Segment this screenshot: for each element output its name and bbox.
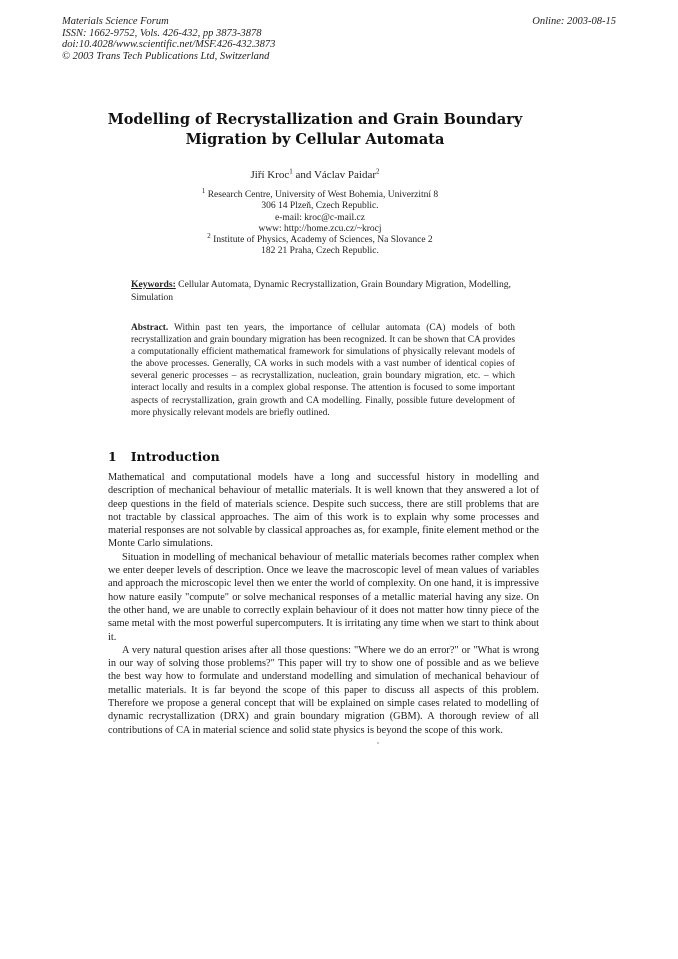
author-1-affil-mark: 1 [289, 167, 293, 176]
affil-2-line-2: 182 21 Praha, Czech Republic. [261, 246, 379, 257]
affil-1-line-1 [180, 186, 460, 201]
section-number: 1 [108, 449, 117, 464]
affil-1-email: e-mail: kroc@c-mail.cz [275, 212, 365, 223]
affiliations [180, 186, 460, 258]
author-separator: and [292, 169, 314, 181]
affil-1-line-2: 306 14 Plzeň, Czech Republic. [261, 201, 379, 212]
author-1: Jiří Kroc [250, 169, 290, 181]
affil-1-mark: 1 [201, 186, 206, 195]
keywords-block [131, 278, 515, 304]
keywords-text: Cellular Automata, Dynamic Recrystallization, Grain Boundary Migration, Modelling, Simulation [131, 279, 511, 303]
author-2: Václav Paidar [313, 169, 376, 181]
affil-1-www: www: http://home.zcu.cz/~krocj [258, 223, 382, 234]
paper-title [100, 110, 530, 150]
affil-2-text: Institute of Physics, Academy of Sciences, Na Slovance 2 [213, 235, 433, 246]
paragraph-3: A very natural question arises after all those questions: "Where we do an error?" or "What is wrong in our way of solving those problems?" This paper will try to show one of possible and as we believe the best way how to formulate and understand modelling and simulation of mechanical behaviour of metallic materials. It is far beyond the scope of this paper to discuss all aspects of this problem. Therefore we propose a general concept that will be explained on simple cases related to modelling of dynamic recrystallization (DRX) and grain boundary migration (GBM). A thorough review of all contributions of CA in material science and solid state physics is beyond the scope of this work. [108, 644, 539, 736]
section-heading [108, 449, 220, 464]
body-text [108, 471, 539, 737]
title-line-2: Migration by Cellular Automata [185, 131, 445, 148]
affil-1-text: Research Centre, University of West Bohemia, Univerzitní 8 [207, 190, 439, 200]
issn-line: ISSN: 1662-9752, Vols. 426-432, pp 3873-3878 [62, 27, 262, 39]
scan-speck [377, 742, 379, 744]
title-line-1: Modelling of Recrystallization and Grain Boundary [107, 111, 523, 128]
journal-name: Materials Science Forum [62, 16, 169, 27]
author-2-affil-mark: 2 [375, 167, 380, 176]
keywords-label: Keywords: [131, 279, 176, 290]
section-title: Introduction [130, 449, 220, 464]
copyright-line: © 2003 Trans Tech Publications Ltd, Switzerland [62, 50, 270, 62]
doi-line: doi:10.4028/www.scientific.net/MSF.426-432.3873 [62, 39, 276, 50]
paragraph-2: Situation in modelling of mechanical behaviour of metallic materials becomes rather complex when we enter deeper levels of description. Once we leave the macroscopic level of mean values of variables and approach the microscopic level then we enter the world of complexity. On one hand, it is impressive how nature easily "compute" or solve mechanical responses of a metallic material having any size. On the other hand, we are unable to correctly explain behaviour of it does not matter how tinny piece of the same metal with the most powerful supercomputers. It is irritating any time when we start to think about it. [108, 551, 539, 643]
paragraph-1: Mathematical and computational models have a long and successful history in modelling and description of mechanical behaviour of metallic materials. It is well known that they answered a lot of deep questions in the field of materials science. Despite such success, there are still problems that are not tractable by classical approaches. The aim of this work is to explain why some processes and material responses are not solvable by classical approaches as, for example, finite element method or the Monte Carlo simulations. [108, 472, 539, 550]
affil-2-mark: 2 [207, 232, 211, 241]
affil-2-line-1 [180, 232, 460, 246]
online-date: Online: 2003-08-15 [532, 16, 616, 27]
abstract-label: Abstract. [131, 323, 169, 333]
abstract-block [131, 322, 515, 419]
abstract-text: Within past ten years, the importance of cellular automata (CA) models of both recrystallization and grain boundary migration has been recognized. It can be shown that CA provides a computationally efficient mathematical framework for simulations of physically relevant models of the above processes. Generally, CA works in such models with a vast number of identical copies of several generic processes – as recrystallization, nucleation, grain boundary migration, etc. – which interact locally and results in a complex global response. The attention is focused to some important aspects of recrystallization, grain growth and CA modelling. Finally, possible future development of more physically relevant models are briefly outlined. [131, 323, 515, 418]
author-list [100, 169, 530, 181]
publication-header [62, 16, 275, 62]
